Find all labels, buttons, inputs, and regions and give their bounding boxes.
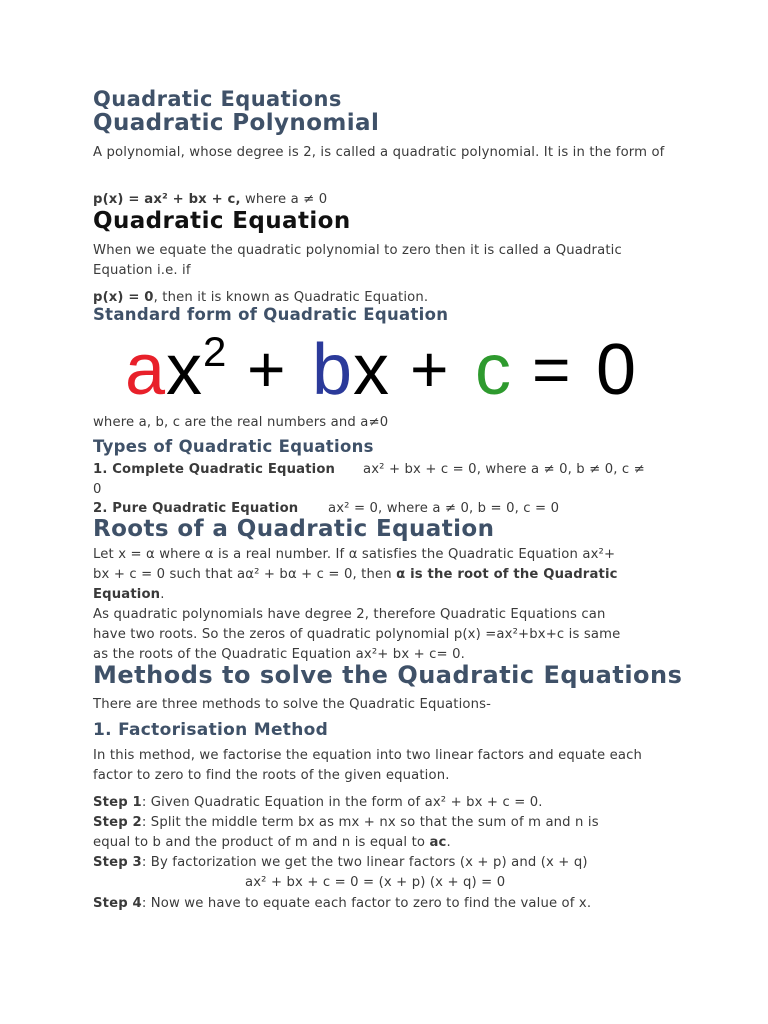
coef-b: b (312, 332, 353, 406)
coef-a: a (125, 332, 166, 406)
heading-methods: Methods to solve the Quadratic Equations (93, 661, 683, 689)
type-item-1 (93, 460, 335, 480)
step-4 (93, 894, 591, 914)
roots-line-1: Let x = α where α is a real number. If α satisfies the Quadratic Equation ax²+ (93, 547, 616, 562)
roots-line-2-bold: α is the root of the Quadratic (396, 567, 618, 582)
step-2-cont (93, 833, 451, 853)
step-3 (93, 853, 588, 873)
step-3-label: Step 3 (93, 855, 142, 870)
heading-quadratic-equation: Quadratic Equation (93, 208, 351, 234)
equals-sign: = (532, 332, 571, 406)
page-title: Quadratic Equations (93, 87, 342, 111)
roots-line-5: have two roots. So the zeros of quadratic polynomial p(x) =ax²+bx+c is same (93, 627, 621, 642)
step-2-text: : Split the middle term bx as mx + nx so that the sum of m and n is (141, 815, 599, 830)
type-item-1-text: ax² + bx + c = 0, where a ≠ 0, b ≠ 0, c ≠ (363, 462, 645, 477)
const-c: c (475, 332, 511, 406)
step-2-period: . (446, 835, 451, 850)
standard-form-svg (123, 332, 643, 406)
step-1-text: : Given Quadratic Equation in the form of ax² + bx + c = 0. (141, 795, 543, 810)
step-3-equation: ax² + bx + c = 0 = (x + p) (x + q) = 0 (245, 875, 506, 890)
plus-sign-1: + (247, 332, 286, 406)
roots-line-4: As quadratic polynomials have degree 2, therefore Quadratic Equations can (93, 607, 606, 622)
step-1 (93, 793, 543, 813)
var-x-2: x (353, 332, 389, 406)
step-2 (93, 813, 599, 833)
heading-roots: Roots of a Quadratic Equation (93, 516, 495, 542)
roots-line-6: as the roots of the Quadratic Equation ax²+ bx + c= 0. (93, 647, 465, 662)
type-item-2-text: ax² = 0, where a ≠ 0, b = 0, c = 0 (328, 501, 560, 516)
equation-formula-bold: p(x) = 0 (93, 290, 154, 305)
factorisation-paragraph: In this method, we factorise the equation into two linear factors and equate each factor to zero to find the roots of the given equation. (93, 748, 642, 783)
type-item-1-label: 1. Complete Quadratic Equation (93, 462, 336, 477)
plus-sign-2: + (410, 332, 449, 406)
heading-quadratic-polynomial: Quadratic Polynomial (93, 110, 380, 136)
equation-paragraph: When we equate the quadratic polynomial to zero then it is called a Quadratic Equation i.e. if (93, 243, 622, 278)
roots-line-2-text: bx + c = 0 such that aα² + bα + c = 0, then (93, 567, 397, 582)
equation-formula-rest: , then it is known as Quadratic Equation. (153, 290, 429, 305)
step-4-label: Step 4 (93, 896, 142, 911)
roots-line-2 (93, 565, 618, 585)
heading-standard-form: Standard form of Quadratic Equation (93, 305, 449, 324)
roots-line-3-bold: Equation (93, 587, 161, 602)
polynomial-paragraph: A polynomial, whose degree is 2, is called a quadratic polynomial. It is in the form of (93, 145, 665, 160)
polynomial-formula-rest: where a ≠ 0 (240, 192, 328, 207)
exponent-2: 2 (203, 332, 227, 375)
step-2-label: Step 2 (93, 815, 142, 830)
step-2-ac: ac (429, 835, 447, 850)
var-x: x (166, 332, 202, 406)
step-4-text: : Now we have to equate each factor to zero to find the value of x. (141, 896, 592, 911)
type-item-2-label: 2. Pure Quadratic Equation (93, 501, 299, 516)
step-2-cont-text: equal to b and the product of m and n is equal to (93, 835, 430, 850)
roots-line-3-period: . (160, 587, 165, 602)
polynomial-formula-bold: p(x) = ax² + bx + c, (93, 192, 241, 207)
heading-factorisation: 1. Factorisation Method (93, 720, 329, 740)
type-item-1-cont: 0 (93, 482, 102, 497)
step-1-label: Step 1 (93, 795, 142, 810)
roots-line-3 (93, 585, 165, 605)
standard-form-image (123, 332, 643, 406)
standard-form-caption: where a, b, c are the real numbers and a≠0 (93, 415, 389, 430)
methods-intro: There are three methods to solve the Quadratic Equations- (93, 697, 492, 712)
step-3-text: : By factorization we get the two linear factors (x + p) and (x + q) (141, 855, 588, 870)
zero: 0 (596, 332, 637, 406)
heading-types: Types of Quadratic Equations (93, 437, 374, 456)
